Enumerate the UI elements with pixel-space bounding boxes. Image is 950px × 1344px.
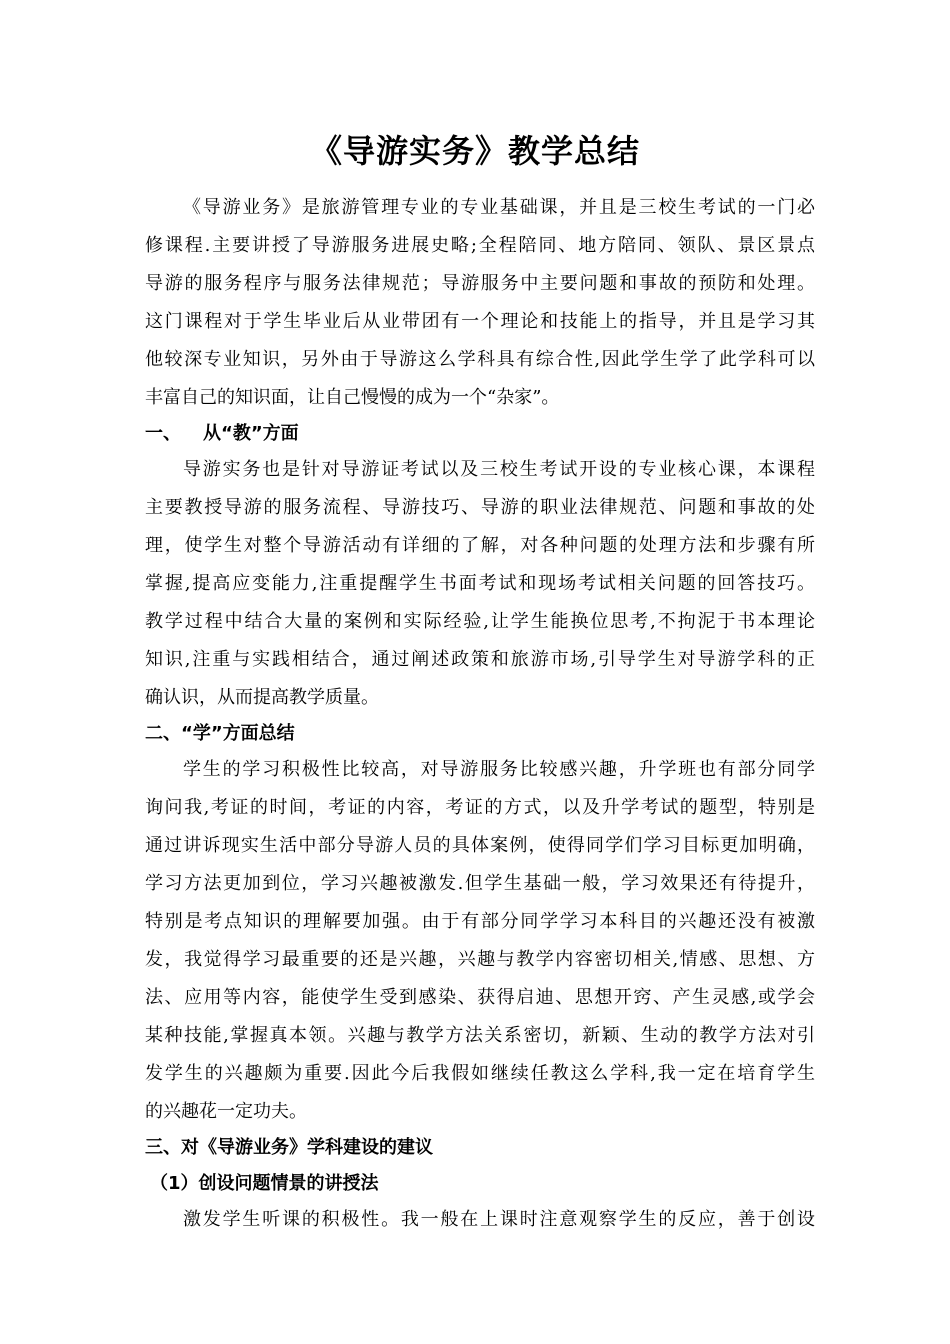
section-heading-2: 二、“学”方面总结: [145, 723, 295, 744]
paragraph-line: 特别是考点知识的理解要加强。由于有部分同学学习本科目的兴趣还没有被激: [145, 911, 815, 932]
paragraph-line: 的兴趣花一定功夫。: [145, 1101, 307, 1122]
document-title: 《导游实务》教学总结: [309, 132, 640, 170]
paragraph-line: 知识,注重与实践相结合，通过阐述政策和旅游市场,引导学生对导游学科的正: [145, 649, 815, 670]
section-number: 一、: [145, 423, 181, 444]
paragraph-line: 通过讲诉现实生活中部分导游人员的具体案例，使得同学们学习目标更加明确，: [145, 835, 815, 856]
paragraph-line: 激发学生听课的积极性。我一般在上课时注意观察学生的反应，善于创设: [183, 1209, 815, 1230]
paragraph-line: 教学过程中结合大量的案例和实际经验,让学生能换位思考,不拘泥于书本理论: [145, 611, 815, 632]
paragraph-line: 主要教授导游的服务流程、导游技巧、导游的职业法律规范、问题和事故的处: [145, 497, 815, 518]
section-heading-1: [145, 422, 299, 446]
intro-line: 他较深专业知识，另外由于导游这么学科具有综合性,因此学生学了此学科可以: [145, 349, 815, 370]
intro-line: 这门课程对于学生毕业后从业带团有一个理论和技能上的指导，并且是学习其: [145, 311, 815, 332]
paragraph-line: 学生的学习积极性比较高，对导游服务比较感兴趣，升学班也有部分同学: [183, 759, 815, 780]
section-title: 从“教”方面: [203, 423, 299, 444]
paragraph-line: 法、应用等内容，能使学生受到感染、获得启迪、思想开窍、产生灵感,或学会: [145, 987, 815, 1008]
section-heading-3: 三、对《导游业务》学科建设的建议: [145, 1137, 433, 1158]
paragraph-line: 询问我,考证的时间，考证的内容，考证的方式，以及升学考试的题型，特别是: [145, 797, 815, 818]
paragraph-line: 理，使学生对整个导游活动有详细的了解，对各种问题的处理方法和步骤有所: [145, 535, 815, 556]
intro-line: 导游的服务程序与服务法律规范；导游服务中主要问题和事故的预防和处理。: [145, 273, 815, 294]
paragraph-line: 掌握,提高应变能力,注重提醒学生书面考试和现场考试相关问题的回答技巧。: [145, 573, 815, 594]
intro-line: 修课程.主要讲授了导游服务进展史略;全程陪同、地方陪同、领队、景区景点: [145, 235, 815, 256]
sub-heading: （1）创设问题情景的讲授法: [150, 1173, 379, 1194]
paragraph-line: 导游实务也是针对导游证考试以及三校生考试开设的专业核心课，本课程: [183, 459, 815, 480]
paragraph-line: 发，我觉得学习最重要的还是兴趣，兴趣与教学内容密切相关,情感、思想、方: [145, 949, 815, 970]
paragraph-line: 学习方法更加到位，学习兴趣被激发.但学生基础一般，学习效果还有待提升，: [145, 873, 815, 894]
intro-line: 丰富自己的知识面，让自己慢慢的成为一个“杂家”。: [145, 387, 560, 408]
intro-line: 《导游业务》是旅游管理专业的专业基础课，并且是三校生考试的一门必: [183, 197, 815, 218]
paragraph-line: 某种技能,掌握真本领。兴趣与教学方法关系密切，新颖、生动的教学方法对引: [145, 1025, 815, 1046]
paragraph-line: 发学生的兴趣颇为重要.因此今后我假如继续任教这么学科,我一定在培育学生: [145, 1063, 815, 1084]
paragraph-line: 确认识，从而提高教学质量。: [145, 687, 379, 708]
